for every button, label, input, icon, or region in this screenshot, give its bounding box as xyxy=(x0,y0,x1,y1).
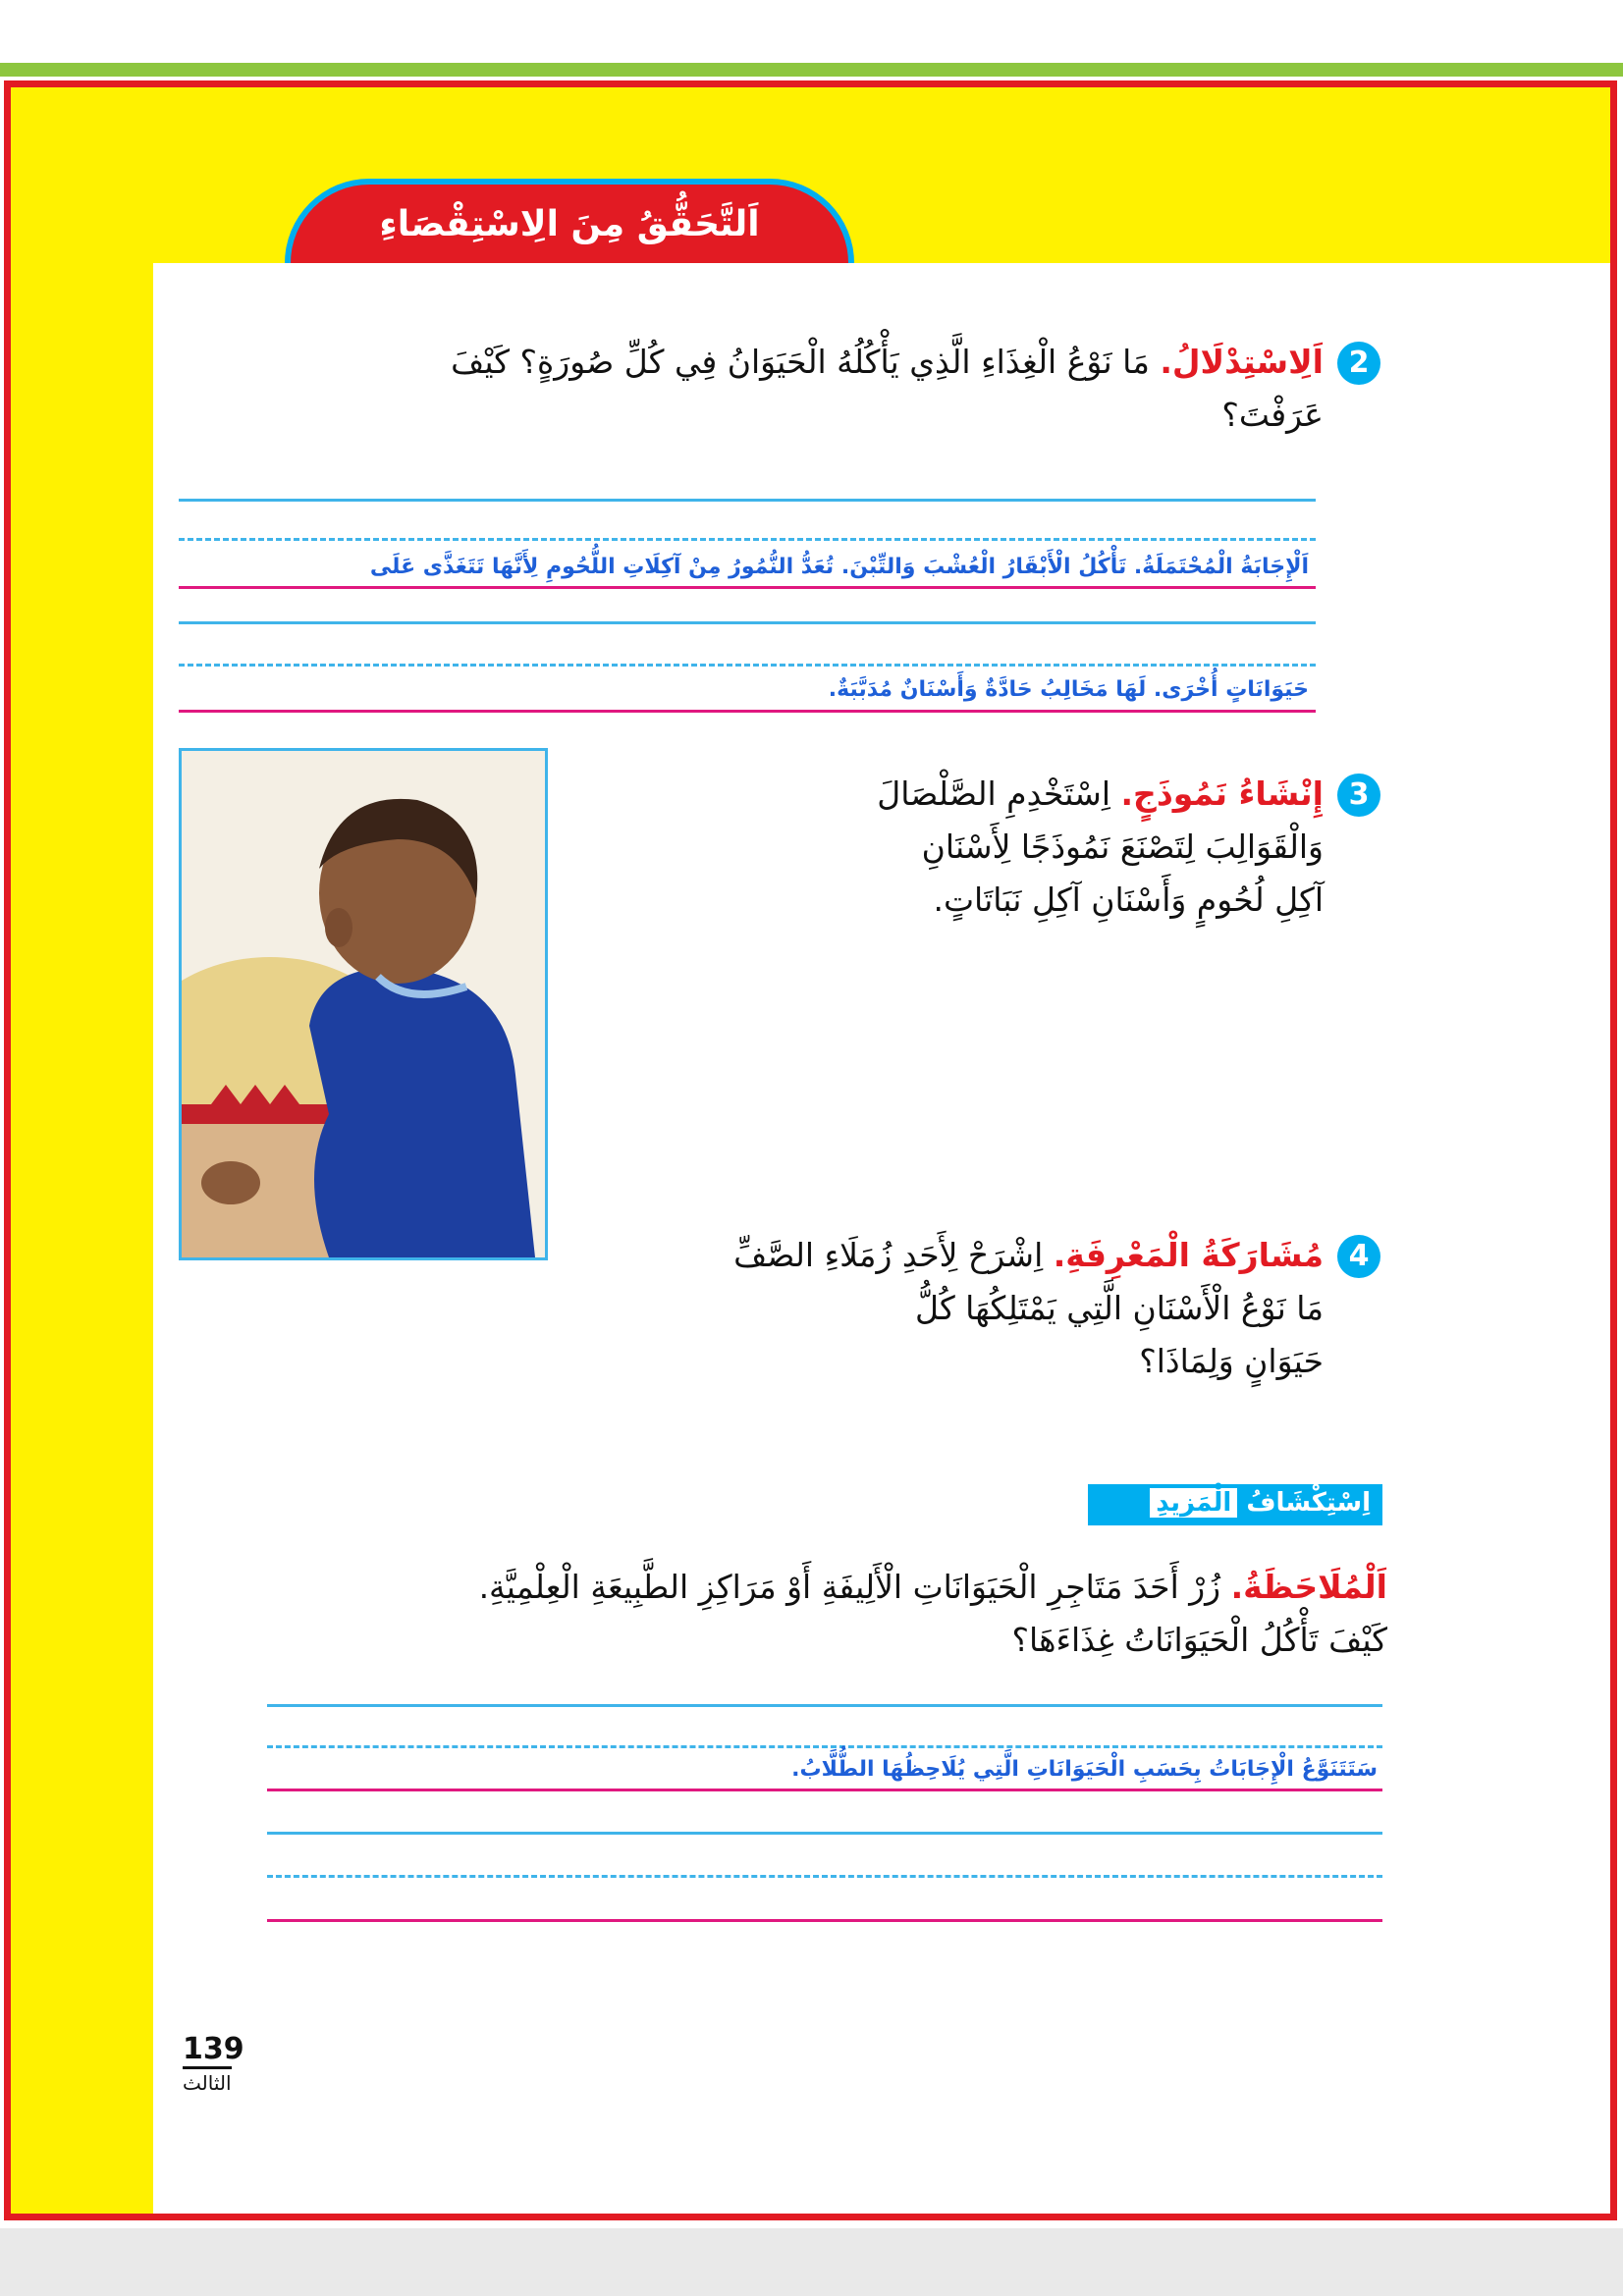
section-tab xyxy=(285,179,854,263)
question-2 xyxy=(126,336,1324,442)
observation-answer: سَتَتَنَوَّعُ الْإِجَابَاتُ بِحَسَبِ الْحَيَوَانَاتِ الَّتِي يُلَاحِظُهَا الطُّلَّابُ. xyxy=(791,1757,1378,1782)
question-2-text-1: مَا نَوْعُ الْغِذَاءِ الَّذِي يَأْكُلُهُ الْحَيَوَانُ فِي كُلِّ صُورَةٍ؟ كَيْفَ xyxy=(451,343,1150,381)
observation-label: اَلْمُلَاحَظَةُ. xyxy=(1230,1568,1387,1606)
question-3-label: إِنْشَاءُ نَمُوذَجٍ. xyxy=(1120,774,1324,813)
page-number: 139 xyxy=(183,2032,244,2066)
writing-line xyxy=(179,499,1316,502)
question-3-text-1: اِسْتَخْدِمِ الصَّلْصَالَ xyxy=(877,774,1110,813)
writing-baseline xyxy=(179,710,1316,713)
answer-2-line-1: اَلْإِجَابَةُ الْمُحْتَمَلَةُ. تَأْكُلُ الْأَبْقَارُ الْعُشْبَ وَالتِّبْنَ. تُعَدُّ النُّمُورُ مِنْ آكِلَاتِ اللُّحُومِ لِأَنَّهَا تَتَغَذَّى عَلَى xyxy=(369,555,1309,579)
writing-line-dashed xyxy=(179,538,1316,541)
writing-baseline xyxy=(267,1789,1382,1791)
child-illustration xyxy=(182,751,545,1257)
writing-line xyxy=(267,1832,1382,1835)
observation-line-1 xyxy=(209,1561,1387,1614)
question-4-text-3: حَيَوَانٍ وَلِمَاذَا؟ xyxy=(1139,1342,1324,1380)
explore-more-banner xyxy=(1088,1484,1382,1525)
question-2-text-2: عَرَفْتَ؟ xyxy=(1221,396,1324,434)
question-4-text-2: مَا نَوْعُ الْأَسْنَانِ الَّتِي يَمْتَلِكُهَا كُلُّ xyxy=(914,1289,1324,1327)
observation-prompt xyxy=(209,1561,1387,1667)
answer-2-line-2: حَيَوَانَاتٍ أُخْرَى. لَهَا مَخَالِبُ حَادَّةٌ وَأَسْنَانٌ مُدَبَّبَةٌ. xyxy=(828,677,1309,702)
writing-line xyxy=(267,1704,1382,1707)
question-3-text-2: وَالْقَوَالِبَ لِتَصْنَعَ نَمُوذَجًا لِأَسْنَانِ xyxy=(921,828,1324,866)
observation-text-1: زُرْ أَحَدَ مَتَاجِرِ الْحَيَوَانَاتِ الْأَلِيفَةِ أَوْ مَرَاكِزِ الطَّبِيعَةِ الْعِلْمِيَّةِ. xyxy=(478,1568,1221,1606)
writing-baseline xyxy=(267,1919,1382,1922)
page-label: الثالث xyxy=(183,2066,232,2095)
section-title: اَلتَّحَقُّقُ مِنَ الِاسْتِقْصَاءِ xyxy=(379,204,760,244)
question-2-line-1 xyxy=(126,336,1324,389)
question-2-label: اَلِاسْتِدْلَالُ. xyxy=(1160,343,1324,381)
question-4-line-1 xyxy=(577,1229,1324,1282)
writing-line-dashed xyxy=(179,664,1316,667)
writing-baseline xyxy=(179,586,1316,589)
question-number-2: 2 xyxy=(1337,342,1380,385)
question-3-line-1 xyxy=(715,768,1324,821)
explore-more-title xyxy=(1144,1488,1371,1518)
writing-line-dashed xyxy=(267,1745,1382,1748)
question-4-label: مُشَارَكَةُ الْمَعْرِفَةِ. xyxy=(1053,1236,1324,1274)
explore-title: اِسْتِكْشَافُ xyxy=(1246,1488,1371,1518)
question-4-text-1: اِشْرَحْ لِأَحَدِ زُمَلَاءِ الصَّفِّ xyxy=(733,1236,1044,1274)
top-green-strip xyxy=(0,63,1623,77)
question-number-3: 3 xyxy=(1337,774,1380,817)
writing-line-dashed xyxy=(267,1875,1382,1878)
question-number-4: 4 xyxy=(1337,1235,1380,1278)
bottom-margin xyxy=(0,2228,1623,2296)
question-3-text-3: آكِلِ لُحُومٍ وَأَسْنَانِ آكِلِ نَبَاتَاتٍ. xyxy=(933,881,1324,919)
writing-line xyxy=(179,621,1316,624)
observation-text-2: كَيْفَ تَأْكُلُ الْحَيَوَانَاتُ غِذَاءَهَا؟ xyxy=(1011,1621,1387,1659)
explore-subtitle: الْمَزِيدِ xyxy=(1150,1488,1237,1518)
child-photo xyxy=(179,748,548,1260)
question-3 xyxy=(715,768,1324,927)
question-4 xyxy=(577,1229,1324,1388)
